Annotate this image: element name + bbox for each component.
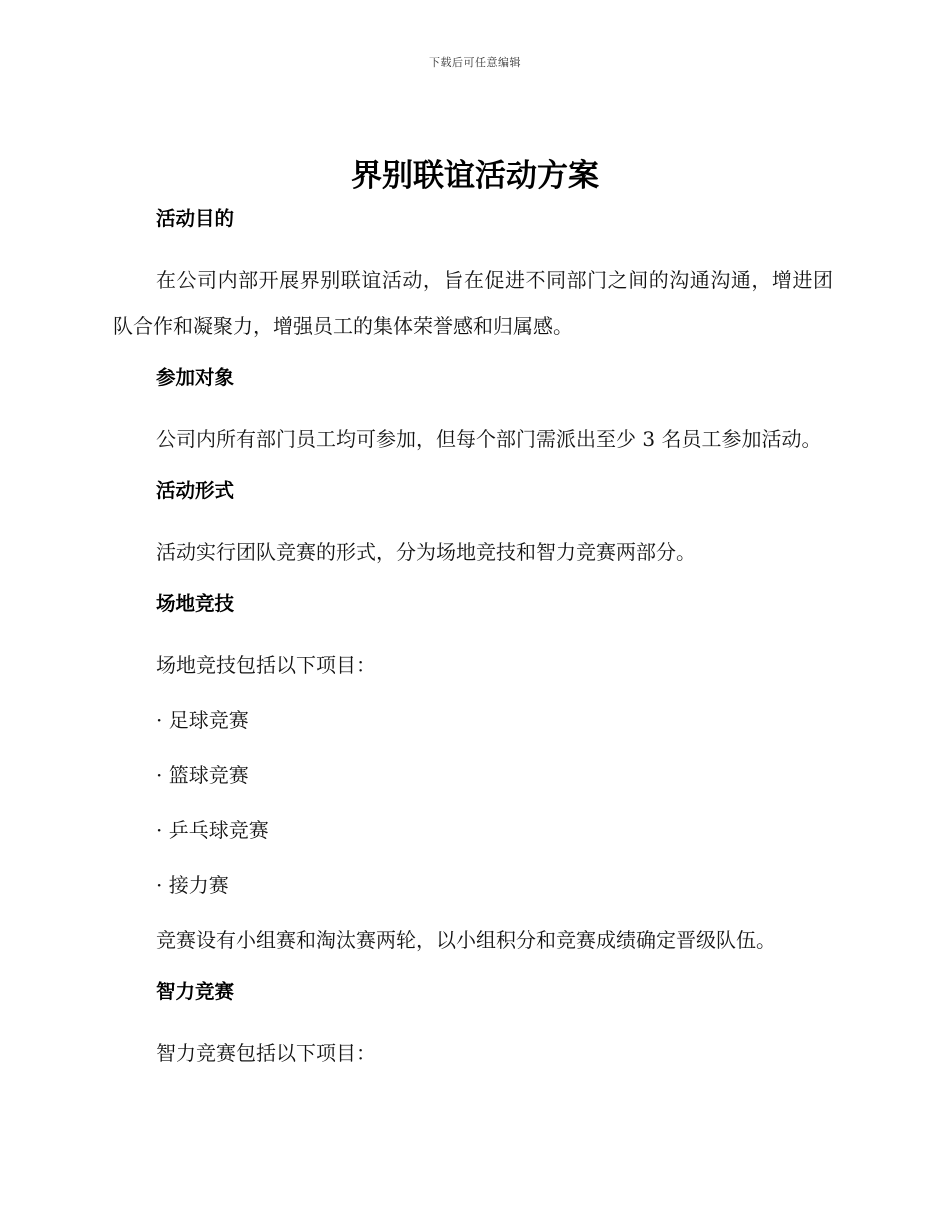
section-heading-purpose: 活动目的 (156, 207, 235, 230)
document-body (113, 205, 833, 1076)
document-title: 界别联谊活动方案 (351, 158, 599, 194)
header-note: 下载后可任意编辑 (429, 56, 521, 69)
list-item: · 接力赛 (156, 873, 229, 897)
section-heading-format: 活动形式 (156, 479, 235, 502)
paragraph-field-intro: 场地竞技包括以下项目： (156, 653, 376, 677)
paragraph-participants: 公司内所有部门员工均可参加，但每个部门需派出至少 3 名员工参加活动。 (156, 427, 822, 451)
paragraph-purpose: 在公司内部开展界别联谊活动，旨在促进不同部门之间的沟通沟通，增进团队合作和凝聚力，增强员工的集体荣誉感和归属感。 (113, 268, 833, 338)
paragraph-format: 活动实行团队竞赛的形式，分为场地竞技和智力竞赛两部分。 (156, 540, 696, 564)
paragraph-field-note: 竞赛设有小组赛和淘汰赛两轮，以小组积分和竞赛成绩确定晋级队伍。 (156, 928, 776, 952)
list-item: · 乒乓球竞赛 (156, 818, 269, 842)
section-heading-field: 场地竞技 (156, 592, 235, 615)
section-heading-participants: 参加对象 (156, 366, 235, 389)
list-item: · 篮球竞赛 (156, 763, 249, 787)
paragraph-quiz-intro: 智力竞赛包括以下项目： (156, 1041, 376, 1065)
list-item: · 足球竞赛 (156, 708, 249, 732)
section-heading-quiz: 智力竞赛 (156, 980, 235, 1003)
